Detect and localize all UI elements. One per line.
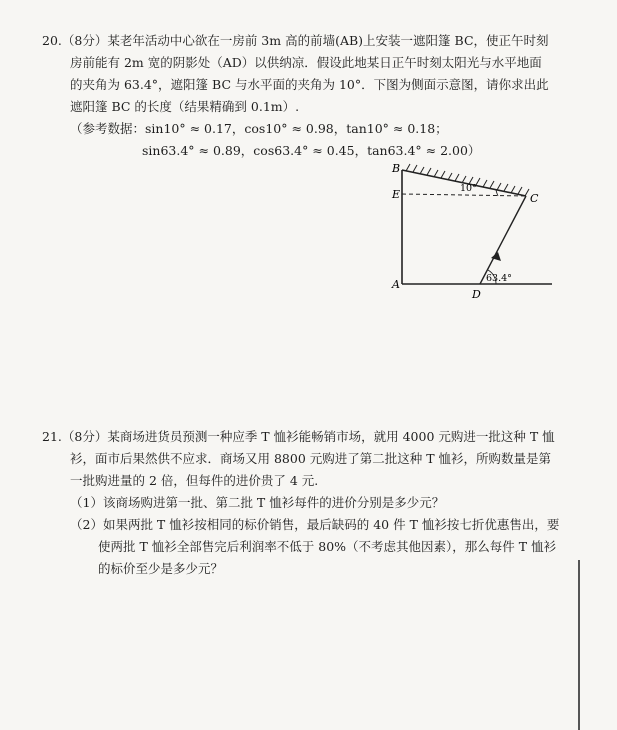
q21-subquestion-1: （1）该商场购进第一批、第二批 T 恤衫每件的进价分别是多少元？ bbox=[70, 495, 445, 510]
q21-subquestion-2-line-1: （2）如果两批 T 恤衫按相同的标价销售，最后缺码的 40 件 T 恤衫按七折优惠售出，要 bbox=[70, 517, 560, 532]
label-a: A bbox=[392, 278, 400, 291]
sun-ray-cd-line bbox=[480, 196, 526, 284]
label-b: B bbox=[392, 162, 401, 175]
q20-reference-line-1: （参考数据：sin10° ≈ 0.17，cos10° ≈ 0.98，tan10° ≈ 0.18； bbox=[70, 121, 448, 136]
q20-line-1: 20.（8分）某老年活动中心欲在一房前 3m 高的前墙(AB)上安装一遮阳篷 BC，使正午时刻 bbox=[42, 33, 549, 48]
label-d: D bbox=[472, 288, 481, 301]
q21-line-1: 21.（8分）某商场进货员预测一种应季 T 恤衫能畅销市场，就用 4000 元购进一批这种 T 恤 bbox=[42, 429, 555, 444]
page-edge-line bbox=[578, 560, 580, 730]
label-e: E bbox=[392, 188, 401, 201]
question-20 bbox=[42, 30, 572, 162]
q20-line-3: 的夹角为 63.4°，遮阳篷 BC 与水平面的夹角为 10°．下图为侧面示意图，请你求出此 bbox=[70, 77, 549, 92]
q21-subquestion-2-line-2: 使两批 T 恤衫全部售完后利润率不低于 80%（不考虑其他因素），那么每件 T 恤衫 bbox=[98, 539, 557, 554]
label-c: C bbox=[530, 192, 539, 205]
question-21 bbox=[42, 426, 572, 580]
label-angle-10: 10° bbox=[460, 183, 477, 194]
label-angle-63: 63.4° bbox=[486, 273, 512, 284]
awning-diagram bbox=[380, 158, 580, 308]
q20-line-2: 房前能有 2m 宽的阴影处（AD）以供纳凉．假设此地某日正午时刻太阳光与水平地面 bbox=[70, 55, 542, 70]
q21-subquestion-2-line-3: 的标价至少是多少元？ bbox=[98, 561, 224, 576]
q21-line-2: 衫，面市后果然供不应求．商场又用 8800 元购进了第二批这种 T 恤衫，所购数量是第 bbox=[70, 451, 552, 466]
q20-reference-line-2: sin63.4° ≈ 0.89，cos63.4° ≈ 0.45，tan63.4° ≈ 2.00） bbox=[142, 143, 481, 158]
dashed-horizontal-ec bbox=[402, 194, 526, 196]
q20-line-4: 遮阳篷 BC 的长度（结果精确到 0.1m）. bbox=[70, 99, 300, 114]
q21-line-3: 一批购进量的 2 倍，但每件的进价贵了 4 元. bbox=[70, 473, 319, 488]
